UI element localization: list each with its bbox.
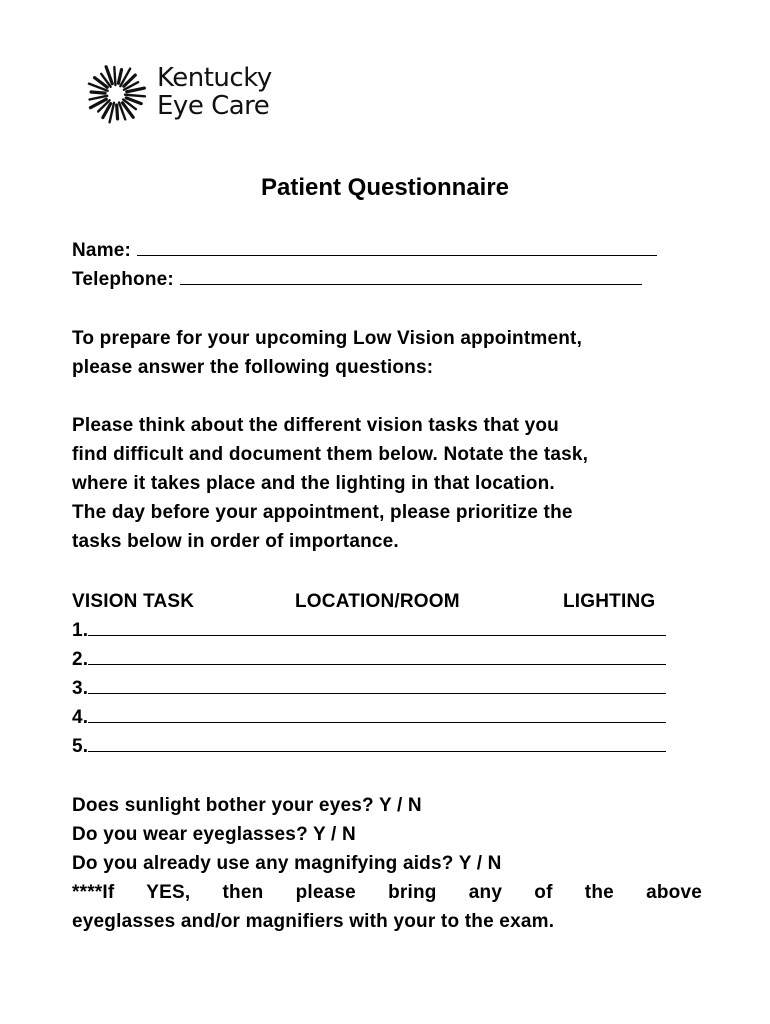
note-line: ****If YES, then please bring any of the above xyxy=(72,882,702,903)
task-row-field[interactable] xyxy=(88,733,666,752)
logo-line-1: Kentucky xyxy=(157,63,272,93)
kentucky-eye-care-logo xyxy=(84,62,304,128)
page-title: Patient Questionnaire xyxy=(260,174,510,201)
header-location-room: LOCATION/ROOM xyxy=(295,591,460,612)
logo-ray xyxy=(117,105,118,119)
instructions-line: find difficult and document them below. Notate the task, xyxy=(72,444,589,465)
task-row-field[interactable] xyxy=(88,704,666,723)
task-row xyxy=(72,703,702,732)
question-eyeglasses: Do you wear eyeglasses? Y / N xyxy=(72,824,356,845)
instructions-line: where it takes place and the lighting in that location. xyxy=(72,473,555,494)
task-row-field[interactable] xyxy=(88,617,666,636)
logo-ray xyxy=(114,67,115,85)
question-sunlight: Does sunlight bother your eyes? Y / N xyxy=(72,795,422,816)
intro-paragraph xyxy=(72,324,702,382)
logo-ray xyxy=(91,92,105,93)
note-line: eyeglasses and/or magnifiers with your to the exam. xyxy=(72,911,555,932)
instructions-line: The day before your appointment, please prioritize the xyxy=(72,502,573,523)
task-row-field[interactable] xyxy=(88,675,666,694)
name-label: Name: xyxy=(72,240,132,261)
task-row xyxy=(72,616,702,645)
logo-ray xyxy=(125,95,145,97)
telephone-label: Telephone: xyxy=(72,269,174,290)
task-row-number: 4. xyxy=(72,707,89,728)
logo-ray xyxy=(118,70,121,84)
logo-ray xyxy=(127,88,145,92)
name-field-row xyxy=(72,236,702,265)
task-row-number: 5. xyxy=(72,736,89,757)
intro-line: To prepare for your upcoming Low Vision appointment, xyxy=(72,328,583,349)
questions-block xyxy=(72,791,702,936)
instructions-line: tasks below in order of importance. xyxy=(72,531,399,552)
task-row-number: 3. xyxy=(72,678,89,699)
logo-wordmark xyxy=(157,64,272,120)
instructions-paragraph xyxy=(72,411,702,556)
task-row-number: 2. xyxy=(72,649,89,670)
sunburst-eye-icon xyxy=(84,62,148,126)
task-rows xyxy=(72,616,702,761)
question-magnifying-aids: Do you already use any magnifying aids? Y / N xyxy=(72,853,502,874)
task-row xyxy=(72,732,702,761)
instructions-line: Please think about the different vision tasks that you xyxy=(72,415,559,436)
telephone-field[interactable] xyxy=(180,266,642,285)
task-row-field[interactable] xyxy=(88,646,666,665)
intro-line: please answer the following questions: xyxy=(72,357,434,378)
header-lighting: LIGHTING xyxy=(563,591,656,612)
task-row xyxy=(72,645,702,674)
task-row-number: 1. xyxy=(72,620,89,641)
task-row xyxy=(72,674,702,703)
contact-fields xyxy=(72,236,702,294)
name-field[interactable] xyxy=(137,237,657,256)
telephone-field-row xyxy=(72,265,702,294)
header-vision-task: VISION TASK xyxy=(72,591,195,612)
logo-line-2: Eye Care xyxy=(157,91,270,121)
